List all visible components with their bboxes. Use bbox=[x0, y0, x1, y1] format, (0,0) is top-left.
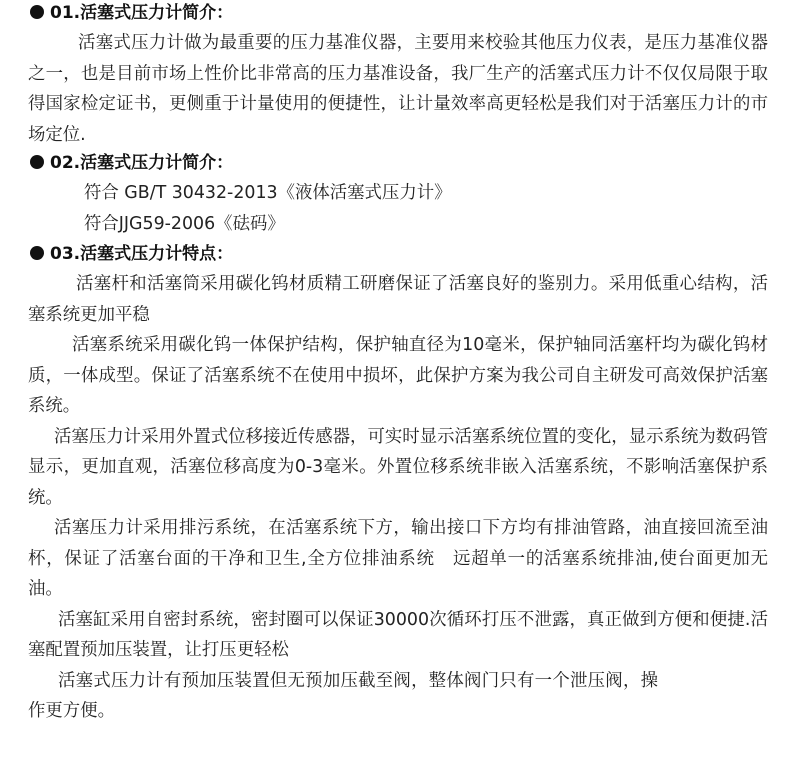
bullet-icon bbox=[30, 246, 44, 260]
feature-paragraph-3: 活塞压力计采用外置式位移接近传感器，可实时显示活塞系统位置的变化，显示系统为数码管显示，更加直观，活塞位移高度为0-3毫米。外置位移系统非嵌入活塞系统，不影响活塞保护系统。 bbox=[28, 426, 768, 508]
bullet-icon bbox=[30, 5, 44, 19]
feature-paragraph-2: 活塞系统采用碳化钨一体保护结构，保护轴直径为10毫米，保护轴同活塞杆均为碳化钨材质，一体成型。保证了活塞系统不在使用中损坏，此保护方案为我公司自主研发可高效保护活塞系统。 bbox=[28, 335, 768, 416]
standard-line-2: 符合JJG59-2006《砝码》 bbox=[84, 213, 285, 234]
section-2-heading bbox=[30, 150, 768, 176]
feature-paragraph-6: 活塞式压力计有预加压装置但无预加压截至阀，整体阀门只有一个泄压阀，操作更方便。 bbox=[28, 670, 658, 721]
section-1-heading bbox=[30, 0, 768, 26]
section-3-title: 03.活塞式压力计特点： bbox=[50, 244, 234, 264]
document-body bbox=[28, 0, 768, 727]
bullet-icon bbox=[30, 155, 44, 169]
section-1-title: 01.活塞式压力计简介： bbox=[50, 3, 234, 23]
section-1-paragraph: 活塞式压力计做为最重要的压力基准仪器，主要用来校验其他压力仪表，是压力基准仪器之一，也是目前市场上性价比非常高的压力基准设备，我厂生产的活塞式压力计不仅仅局限于取得国家检定证书，更侧重于计量使用的便捷性，让计量效率高更轻松是我们对于活塞压力计的市场定位. bbox=[28, 33, 768, 145]
standard-line-1: 符合 GB/T 30432-2013《液体活塞式压力计》 bbox=[84, 183, 452, 203]
section-3-heading bbox=[30, 241, 768, 267]
feature-paragraph-5: 活塞缸采用自密封系统，密封圈可以保证30000次循环打压不泄露，真正做到方便和便捷.活塞配置预加压装置，让打压更轻松 bbox=[28, 609, 768, 660]
section-2-title: 02.活塞式压力计简介： bbox=[50, 153, 234, 173]
feature-paragraph-4: 活塞压力计采用排污系统，在活塞系统下方，输出接口下方均有排油管路，油直接回流至油杯，保证了活塞台面的干净和卫生,全方位排油系统 远超单一的活塞系统排油,使台面更加无油。 bbox=[28, 518, 768, 599]
feature-paragraph-1: 活塞杆和活塞筒采用碳化钨材质精工研磨保证了活塞良好的鉴别力。采用低重心结构，活塞系统更加平稳 bbox=[28, 274, 768, 325]
